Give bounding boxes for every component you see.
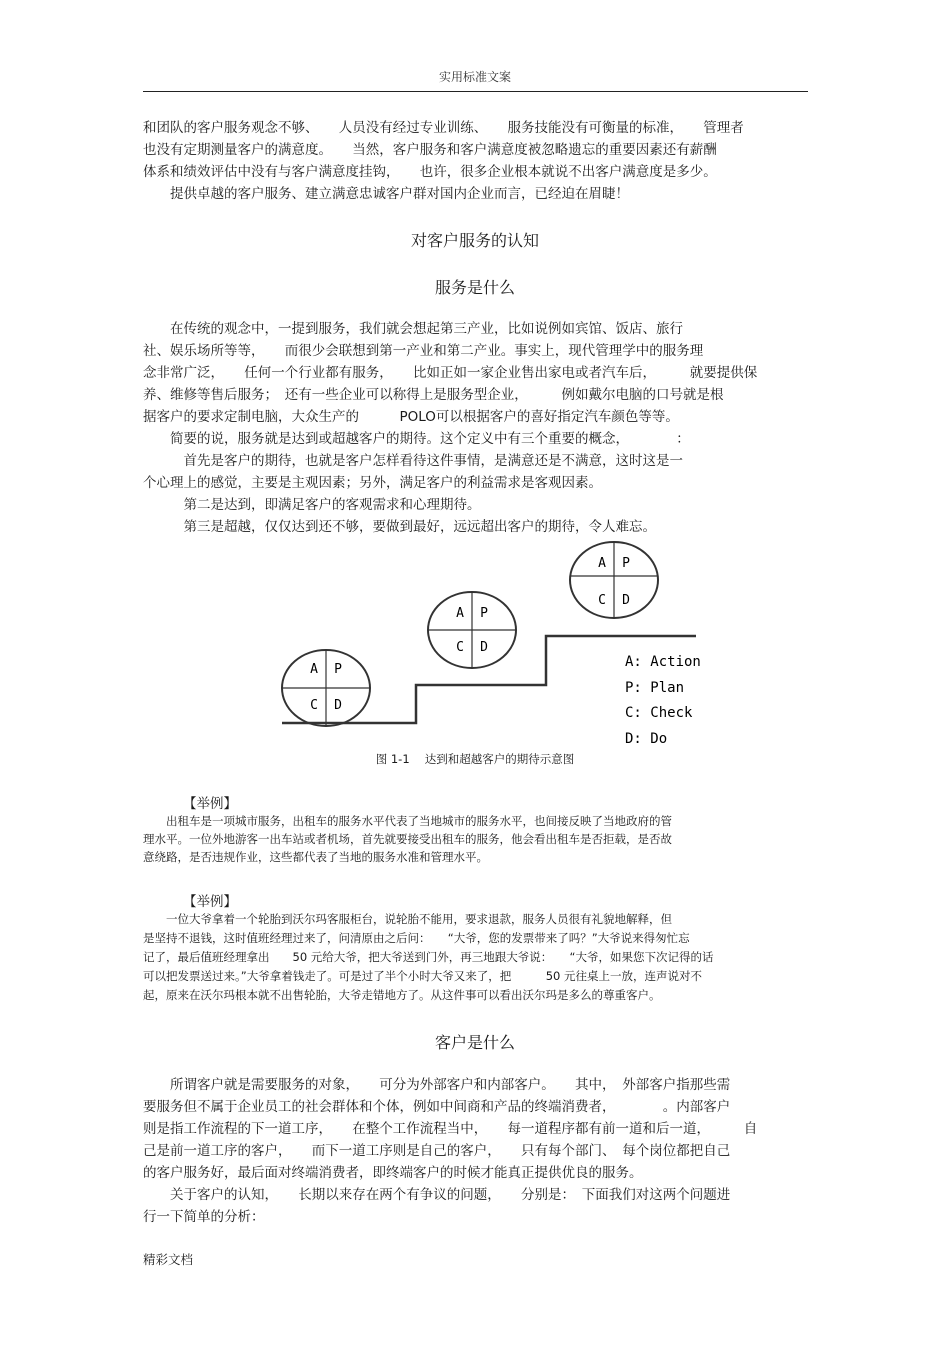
example-line: 记了，最后值班经理拿出 50 元给大爷，把大爷送到门外，再三地跟大爷说： “大爷，如果您下次记得的话: [143, 950, 714, 964]
pdca-circle-high: [570, 542, 658, 618]
example-line: 可以把发票送过来。”大爷拿着钱走了。可是过了半个小时大爷又来了，把 50 元往桌上一放，连声说对不: [143, 969, 702, 983]
service-line: 在传统的观念中，一提到服务，我们就会想起第三产业，比如说例如宾馆、饭店、旅行: [143, 321, 683, 337]
circle-label-a: A: [598, 556, 606, 571]
legend-action: A: Action: [625, 654, 701, 670]
customer-line: 则是指工作流程的下一道工序， 在整个工作流程当中， 每一道程序都有前一道和后一道， 自: [143, 1121, 758, 1137]
legend-plan: P: Plan: [625, 680, 685, 696]
circle-label-c: C: [598, 593, 606, 608]
example-title: 【举例】: [183, 894, 237, 910]
pdca-circle-mid: [428, 592, 516, 668]
service-line: 第二是达到，即满足客户的客观需求和心理期待。: [143, 497, 481, 513]
circle-label-d: D: [334, 698, 342, 713]
customer-line: 己是前一道工序的客户， 而下一道工序则是自己的客户， 只有每个部门、 每个岗位都把自己: [143, 1143, 731, 1159]
service-line: 据客户的要求定制电脑，大众生产的 POLO可以根据客户的喜好指定汽车颜色等等。: [143, 409, 679, 425]
example-line: 起，原来在沃尔玛根本就不出售轮胎，大爷走错地方了。从这件事可以看出沃尔玛是多么的尊重客户。: [143, 988, 661, 1002]
service-line: 社、娱乐场所等等， 而很少会联想到第一产业和第二产业。事实上，现代管理学中的服务理: [143, 343, 704, 359]
service-line: 第三是超越，仅仅达到还不够，要做到最好，远远超出客户的期待，令人难忘。: [143, 519, 656, 535]
section-title-cognition: 对客户服务的认知: [410, 231, 539, 250]
figure-caption: 图 1-1 达到和超越客户的期待示意图: [375, 752, 575, 766]
circle-label-p: P: [334, 662, 342, 677]
page-footer: 精彩文档: [143, 1252, 194, 1267]
customer-line: 行一下简单的分析：: [143, 1209, 265, 1225]
circle-label-p: P: [622, 556, 630, 571]
circle-label-p: P: [480, 606, 488, 621]
customer-line: 所谓客户就是需要服务的对象， 可分为外部客户和内部客户。 其中， 外部客户指那些需: [143, 1077, 731, 1093]
service-line: 念非常广泛， 任何一个行业都有服务， 比如正如一家企业售出家电或者汽车后， 就要提供保: [143, 365, 758, 381]
example-line: 一位大爷拿着一个轮胎到沃尔玛客服柜台，说轮胎不能用，要求退款，服务人员很有礼貌地解释，但: [143, 912, 672, 926]
legend-do: D: Do: [625, 731, 668, 747]
circle-label-a: A: [310, 662, 318, 677]
intro-line: 体系和绩效评估中没有与客户满意度挂钩， 也许，很多企业根本就说不出客户满意度是多少。: [143, 164, 717, 180]
circle-label-c: C: [310, 698, 318, 713]
customer-line: 关于客户的认知， 长期以来存在两个有争议的问题， 分别是： 下面我们对这两个问题进: [143, 1187, 731, 1203]
section-title-what-is-customer: 客户是什么: [434, 1033, 515, 1052]
example-line: 是坚持不退钱，这时值班经理过来了，问清原由之后问： “大爷，您的发票带来了吗？”大爷说来得匆忙忘: [143, 931, 690, 945]
example-line: 意绕路，是否违规作业，这些都代表了当地的服务水准和管理水平。: [143, 850, 488, 864]
customer-line: 的客户服务好，最后面对终端消费者，即终端客户的时候才能真正提供优良的服务。: [143, 1165, 643, 1181]
pdca-staircase-figure: [270, 538, 720, 748]
example-line: 理水平。一位外地游客一出车站或者机场，首先就要接受出租车的服务，他会看出租车是否拒载，是否故: [143, 832, 672, 846]
circle-label-a: A: [456, 606, 464, 621]
customer-line: 要服务但不属于企业员工的社会群体和个体，例如中间商和产品的终端消费者， 。内部客户: [143, 1099, 731, 1115]
example-title: 【举例】: [183, 796, 237, 812]
service-line: 简要的说，服务就是达到或超越客户的期待。这个定义中有三个重要的概念， ：: [143, 431, 690, 447]
service-line: 首先是客户的期待，也就是客户怎样看待这件事情，是满意还是不满意，这时这是一: [143, 453, 683, 469]
section-title-what-is-service: 服务是什么: [434, 278, 515, 297]
pdca-circle-low: [282, 650, 370, 726]
page-header: 实用标准文案: [438, 70, 511, 84]
legend-check: C: Check: [625, 705, 693, 721]
service-line: 养、维修等售后服务； 还有一些企业可以称得上是服务型企业， 例如戴尔电脑的口号就是根: [143, 387, 724, 403]
circle-label-d: D: [480, 640, 488, 655]
header-divider: [143, 91, 808, 92]
service-line: 个心理上的感觉，主要是主观因素；另外，满足客户的利益需求是客观因素。: [143, 475, 602, 491]
intro-line: 和团队的客户服务观念不够、 人员没有经过专业训练、 服务技能没有可衡量的标准， 管理者: [143, 120, 744, 136]
circle-label-d: D: [622, 593, 630, 608]
example-line: 出租车是一项城市服务，出租车的服务水平代表了当地城市的服务水平，也间接反映了当地政府的管: [143, 814, 672, 828]
intro-line: 提供卓越的客户服务、建立满意忠诚客户群对国内企业而言，已经迫在眉睫！: [143, 186, 629, 202]
intro-line: 也没有定期测量客户的满意度。 当然，客户服务和客户满意度被忽略遗忘的重要因素还有薪酬: [143, 142, 717, 158]
circle-label-c: C: [456, 640, 464, 655]
